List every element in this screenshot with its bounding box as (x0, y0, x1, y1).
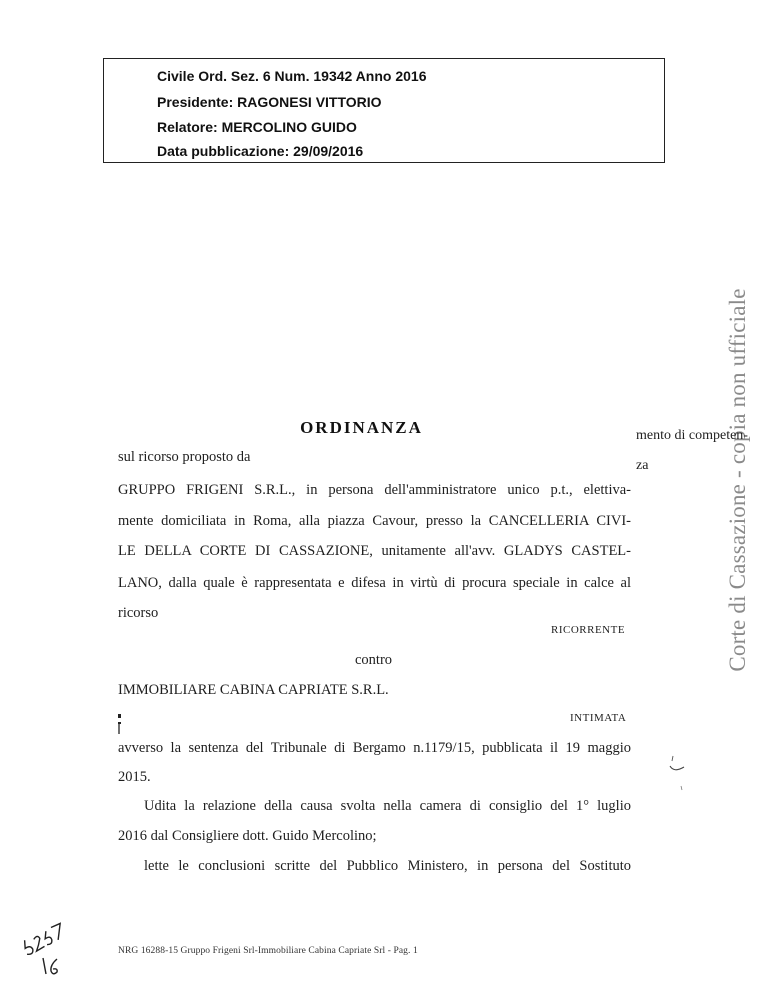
page-footer: NRG 16288-15 Gruppo Frigeni Srl-Immobiliare Cabina Capriate Srl - Pag. 1 (118, 946, 418, 956)
stray-scribble-icon (664, 752, 694, 792)
avverso-line-end: 2015. (118, 769, 151, 785)
paragraph-line: GRUPPO FRIGENI S.R.L., in persona dell'amministratore unico p.t., elettiva- (118, 482, 631, 498)
header-line-section: Civile Ord. Sez. 6 Num. 19342 Anno 2016 (157, 68, 427, 84)
header-line-publication-date: Data pubblicazione: 29/09/2016 (157, 143, 364, 159)
header-line-president: Presidente: RAGONESI VITTORIO (157, 94, 382, 110)
intimata-label: INTIMATA (570, 712, 627, 724)
paragraph-line: mente domiciliata in Roma, alla piazza Cavour, presso la CANCELLERIA CIVI- (118, 513, 631, 529)
watermark-text: Corte di Cassazione - copia non ufficiale (725, 288, 750, 672)
ricorrente-label: RICORRENTE (551, 624, 626, 636)
udita-line: Udita la relazione della causa svolta nella camera di consiglio del 1° luglio (144, 798, 631, 814)
handwritten-mark (40, 956, 64, 982)
udita-line-end: 2016 dal Consigliere dott. Guido Mercolino; (118, 828, 377, 844)
header-metadata-box (103, 58, 665, 163)
document-title: ORDINANZA (300, 418, 423, 437)
margin-note-line2: za (636, 458, 649, 473)
paragraph-end: ricorso (118, 605, 159, 621)
handwritten-mark-icon (40, 956, 64, 978)
paragraph-line: LE DELLA CORTE DI CASSAZIONE, unitamente all'avv. GLADYS CASTEL- (118, 543, 631, 559)
paragraph-line: LANO, dalla quale è rappresentata e difesa in virtù di procura speciale in calce al (118, 575, 631, 591)
stray-scribble (664, 752, 694, 797)
contro-text: contro (355, 652, 393, 668)
intimata-party: IMMOBILIARE CABINA CAPRIATE S.R.L. (118, 682, 389, 698)
intro-text: sul ricorso proposto da (118, 449, 251, 465)
avverso-line: avverso la sentenza del Tribunale di Bergamo n.1179/15, pubblicata il 19 maggio (118, 740, 631, 756)
stray-mark (117, 714, 123, 741)
stray-mark-icon (117, 714, 123, 736)
header-line-reporter: Relatore: MERCOLINO GUIDO (157, 119, 357, 135)
margin-note-line1: mento di competen- (636, 428, 748, 443)
lette-line: lette le conclusioni scritte del Pubblico Ministero, in persona del Sostituto (144, 858, 631, 874)
handwritten-number-icon (18, 918, 71, 961)
